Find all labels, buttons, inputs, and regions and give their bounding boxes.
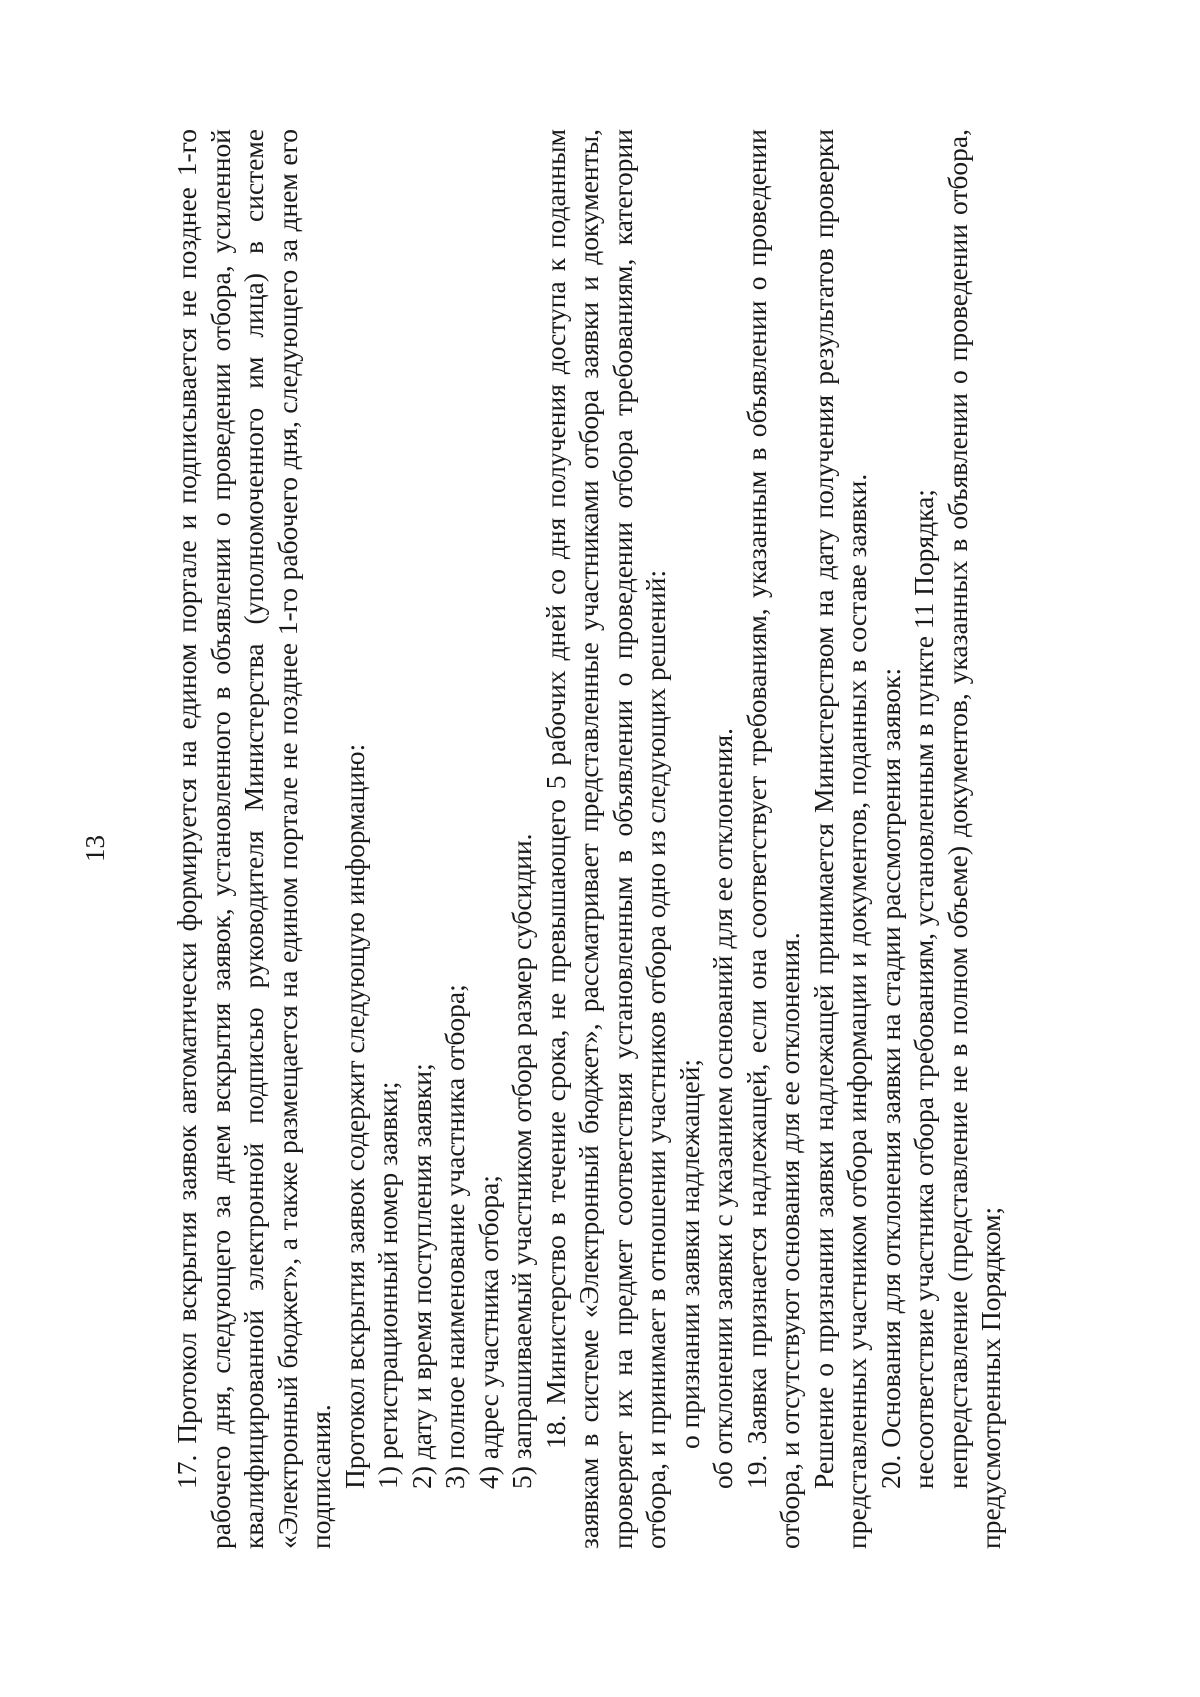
page-number: 13 <box>80 835 110 862</box>
list-item: 4) адрес участника отбора; <box>472 1175 504 1489</box>
paragraph-17: 17. Протокол вскрытия заявок автоматически формируется на едином портале и подписывается не позднее 1-го рабочего дня, следующего за днем вскрытия заявок, установленного в объявлении о проведении отбора, усиленной квалифицированной электронной подписью руководителя Министерства (уполномоченного им лица) в системе «Электронный бюджет», а также размещается на едином портале не позднее 1-го рабочего дня, следующего за днем его подписания. <box>171 129 336 1549</box>
decision-item: об отклонении заявки с указанием оснований для ее отклонения. <box>707 727 738 1489</box>
paragraph-18: 18. Министерство в течение срока, не превышающего 5 рабочих дней со дня получения доступа к поданным заявкам в системе «Электронный бюджет», рассматривает представленные участниками отбора заявки и документы, проверяет их на предмет соответствия установленным в объявлении о проведении отбора требованиям, категории отбора, и принимает в отношении участников отбора одно из следующих решений: <box>539 129 671 1549</box>
protocol-intro: Протокол вскрытия заявок содержит следующую информацию: <box>338 743 370 1489</box>
list-item: 2) дату и время поступления заявки; <box>405 1063 437 1489</box>
decision-paragraph: Решение о признании заявки надлежащей принимается Министерством на дату получения результатов проверки представленных участником отбора информации и документов, поданных в составе заявки. <box>807 129 872 1549</box>
paragraph-19: 19. Заявка признается надлежащей, если она соответствует требованиям, указанным в объявлении о проведении отбора, и отсутствуют основания для ее отклонения. <box>740 129 805 1549</box>
list-item: 5) запрашиваемый участником отбора размер субсидии. <box>506 833 537 1489</box>
ground-item: непредставление (представление не в полном объеме) документов, указанных в объявлении о проведении отбора, предусмотренных Порядком; <box>941 129 1006 1549</box>
list-item: 1) регистрационный номер заявки; <box>372 1081 403 1489</box>
decision-item: о признании заявки надлежащей; <box>673 1058 705 1449</box>
paragraph-20: 20. Основания для отклонения заявки на стадии рассмотрения заявок: <box>874 667 906 1489</box>
document-body <box>170 129 1008 1549</box>
ground-item: несоответствие участника отбора требованиям, установленным в пункте 11 Порядка; <box>908 489 939 1489</box>
list-item: 3) полное наименование участника отбора; <box>439 984 470 1489</box>
